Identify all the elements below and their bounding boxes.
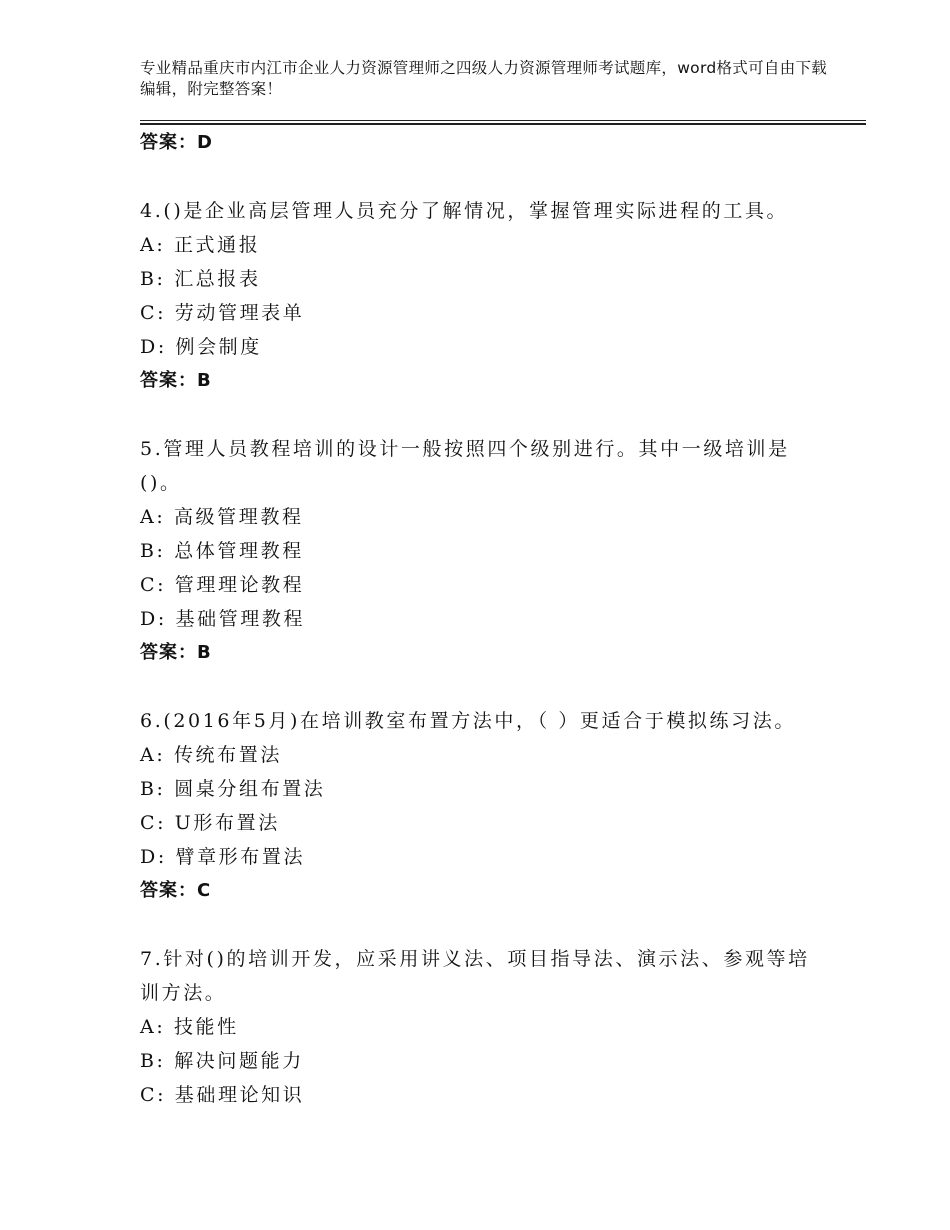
question-text: 7.针对()的培训开发，应采用讲义法、项目指导法、演示法、参观等培训方法。	[140, 948, 810, 1004]
question-text: 5.管理人员教程培训的设计一般按照四个级别进行。其中一级培训是()。	[140, 438, 790, 494]
option-c: C: 管理理论教程	[140, 574, 305, 596]
answer-line: 答案：C	[140, 880, 212, 901]
question-7	[140, 942, 830, 1112]
option-b: B: 解决问题能力	[140, 1050, 304, 1072]
question-text: 4.()是企业高层管理人员充分了解情况，掌握管理实际进程的工具。	[140, 200, 789, 222]
question-text: 6.(2016年5月)在培训教室布置方法中，（ ）更适合于模拟练习法。	[140, 710, 796, 732]
option-a: A: 传统布置法	[140, 744, 282, 766]
option-a: A: 正式通报	[140, 234, 261, 256]
question-6	[140, 704, 830, 908]
option-a: A: 技能性	[140, 1016, 239, 1038]
option-d: D: 臂章形布置法	[140, 846, 306, 868]
header-divider-thick	[140, 123, 866, 125]
option-b: B: 圆桌分组布置法	[140, 778, 326, 800]
spacer	[140, 670, 830, 704]
document-body	[140, 126, 830, 1112]
option-b: B: 总体管理教程	[140, 540, 304, 562]
header-divider-thin	[140, 120, 866, 121]
answer-line: 答案：B	[140, 642, 212, 663]
document-header-note: 专业精品重庆市内江市企业人力资源管理师之四级人力资源管理师考试题库，word格式可自由下载编辑，附完整答案！	[140, 59, 828, 98]
option-c: C: U形布置法	[140, 812, 280, 834]
question-4	[140, 194, 830, 398]
question-5	[140, 432, 830, 670]
option-b: B: 汇总报表	[140, 268, 261, 290]
option-a: A: 高级管理教程	[140, 506, 304, 528]
option-c: C: 劳动管理表单	[140, 302, 305, 324]
option-c: C: 基础理论知识	[140, 1084, 305, 1106]
answer-line: 答案：B	[140, 370, 212, 391]
option-d: D: 基础管理教程	[140, 608, 306, 630]
answer-line: 答案：D	[140, 132, 213, 153]
spacer	[140, 398, 830, 432]
spacer	[140, 160, 830, 194]
option-d: D: 例会制度	[140, 336, 262, 358]
spacer	[140, 908, 830, 942]
